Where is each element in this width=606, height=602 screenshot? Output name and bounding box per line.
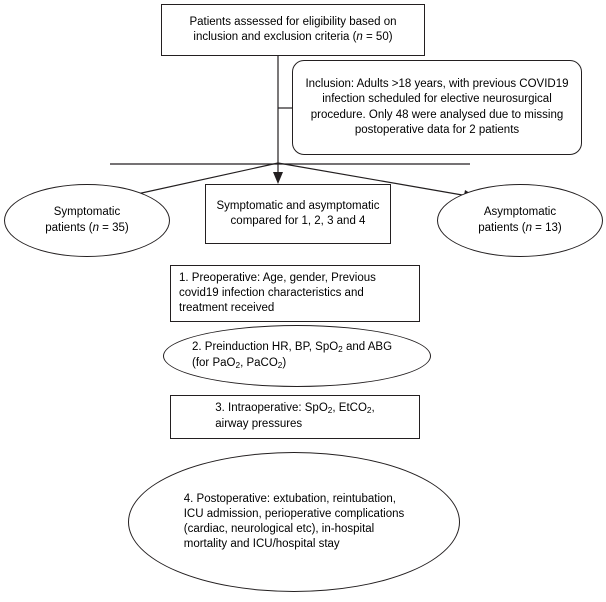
node-postoperative xyxy=(128,452,460,592)
node-inclusion-criteria-text: Inclusion: Adults >18 years, with previous COVID19 infection scheduled for elective neurosurgical procedure. Only 48 were analysed due to missing postoperative data for 2 patients xyxy=(305,78,569,136)
node-preinduction xyxy=(163,325,431,387)
node-comparison-text: Symptomatic and asymptomatic compared for 1, 2, 3 and 4 xyxy=(216,199,380,227)
node-intraoperative-text: 3. Intraoperative: SpO$_2$, EtCO$_2$, airway pressures xyxy=(215,402,375,431)
node-symptomatic-patients xyxy=(4,184,170,257)
node-intraoperative xyxy=(170,395,420,439)
node-preoperative-text: 1. Preoperative: Age, gender, Previous covid19 infection characteristics and treatment received xyxy=(179,271,376,315)
node-comparison xyxy=(205,184,391,244)
node-eligibility xyxy=(161,4,425,56)
node-symptomatic-patients-text: Symptomatic patients (n = 35) xyxy=(45,206,129,234)
node-postoperative-text: 4. Postoperative: extubation, reintubation, ICU admission, perioperative complications (cardiac, neurological etc), in-hospital mortality and ICU/hospital stay xyxy=(183,492,405,551)
node-preinduction-text: 2. Preinduction HR, BP, SpO$_2$ and ABG (for PaO$_2$, PaCO$_2$) xyxy=(192,341,393,371)
node-eligibility-text: Patients assessed for eligibility based on inclusion and exclusion criteria (n = 50) xyxy=(189,15,397,43)
node-asymptomatic-patients xyxy=(437,184,603,257)
node-asymptomatic-patients-text: Asymptomatic patients (n = 13) xyxy=(478,206,562,234)
node-preoperative xyxy=(170,265,420,322)
node-inclusion-criteria xyxy=(292,60,582,155)
